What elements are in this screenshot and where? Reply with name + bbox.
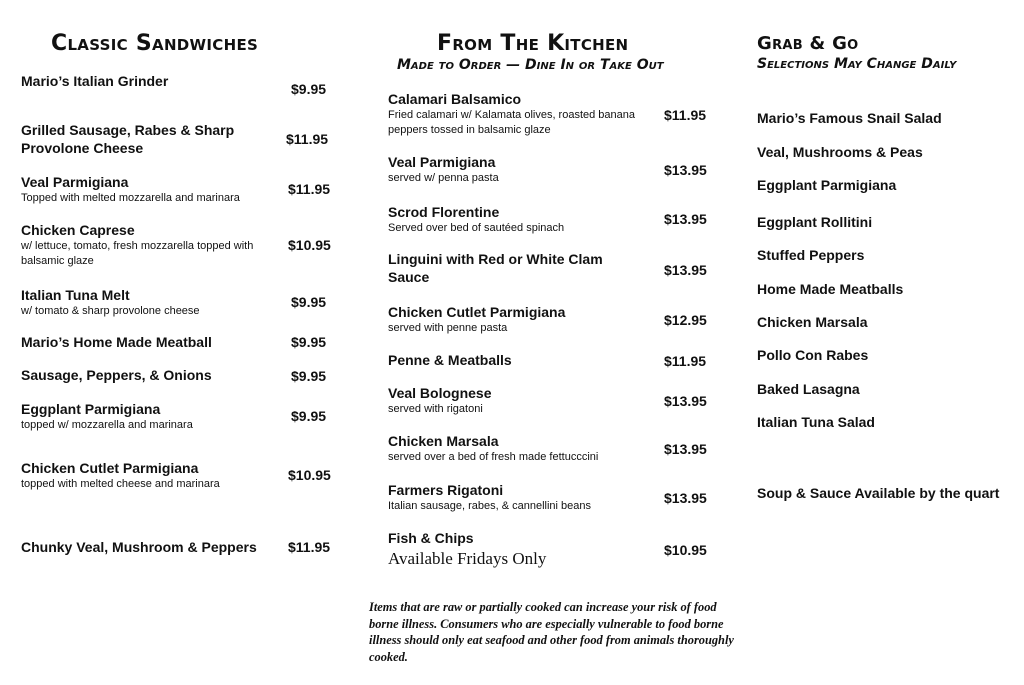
item-description: served with penne pasta [388,322,508,334]
item-description: Italian sausage, rabes, & cannellini beans [388,500,592,512]
item-price: $9.95 [291,294,327,310]
item-name: Penne & Meatballs [388,352,512,368]
item-name: Veal Bolognese [388,385,492,401]
item-name: Chunky Veal, Mushroom & Peppers [21,539,257,555]
menu-item [21,538,281,556]
item-price: $11.95 [288,539,331,555]
item-availability-note: Available Fridays Only [388,549,547,568]
item-name: Farmers Rigatoni [388,482,504,498]
item-price: $13.95 [664,490,707,506]
item-price: $13.95 [664,211,707,227]
item-price: $12.95 [664,312,707,328]
item-price: $9.95 [291,368,327,384]
item-description: Served over bed of sautéed spinach [388,222,565,234]
item-description: w/ tomato & sharp provolone cheese [21,305,200,317]
item-price: $11.95 [664,107,707,123]
grab-and-go-heading: Grab & Go [757,33,859,54]
menu-item [388,250,628,286]
from-the-kitchen-subtitle: Made to Order — Dine In or Take Out [397,57,664,73]
item-name: Chicken Cutlet Parmigiana [388,304,566,320]
grab-and-go-item: Eggplant Rollitini [757,214,873,230]
grab-and-go-subtitle: Selections May Change Daily [757,56,957,72]
menu-item [21,366,273,384]
item-price: $13.95 [664,162,707,178]
item-price: $9.95 [291,408,327,424]
item-name: Chicken Cutlet Parmigiana [21,460,199,476]
item-description: topped with melted cheese and marinara [21,478,220,490]
item-price: $10.95 [664,542,707,558]
item-description: served over a bed of fresh made fettucccini [388,451,599,463]
soup-and-sauce-note: Soup & Sauce Available by the quart [757,485,1000,501]
menu-item [21,221,273,269]
item-name: Scrod Florentine [388,204,500,220]
menu-item [21,459,273,492]
item-price: $11.95 [286,131,329,147]
menu-item [388,153,646,186]
menu-item [388,432,646,465]
grab-and-go-item: Veal, Mushrooms & Peas [757,144,923,160]
grab-and-go-item: Baked Lasagna [757,381,860,397]
item-description: topped w/ mozzarella and marinara [21,419,193,431]
menu-item [21,333,273,351]
grab-and-go-item: Italian Tuna Salad [757,414,875,430]
menu-item [21,286,273,319]
item-name: Italian Tuna Melt [21,287,130,303]
item-price: $13.95 [664,393,707,409]
item-name: Veal Parmigiana [21,174,129,190]
item-price: $11.95 [288,181,331,197]
menu-item [21,72,271,90]
item-price: $11.95 [664,353,707,369]
item-name: Fish & Chips [388,530,474,546]
menu-item [388,203,646,236]
item-name: Sausage, Peppers, & Onions [21,367,212,383]
grab-and-go-item: Mario’s Famous Snail Salad [757,110,942,126]
item-description: w/ lettuce, tomato, fresh mozzarella topped with balsamic glaze [21,240,254,267]
item-name: Chicken Caprese [21,222,135,238]
menu-item [388,481,646,514]
item-name: Grilled Sausage, Rabes & Sharp Provolone Cheese [21,122,235,156]
menu-item [21,121,271,157]
item-name: Eggplant Parmigiana [21,401,161,417]
item-description: served w/ penna pasta [388,172,499,184]
menu-item [21,400,273,433]
item-name: Mario’s Home Made Meatball [21,334,212,350]
grab-and-go-item: Pollo Con Rabes [757,347,869,363]
item-description: Topped with melted mozzarella and marinara [21,192,240,204]
item-name: Calamari Balsamico [388,91,522,107]
item-description: served with rigatoni [388,403,483,415]
grab-and-go-item: Eggplant Parmigiana [757,177,897,193]
grab-and-go-item: Home Made Meatballs [757,281,904,297]
item-name: Mario’s Italian Grinder [21,73,169,89]
item-price: $10.95 [288,467,331,483]
item-price: $9.95 [291,334,327,350]
grab-and-go-item: Chicken Marsala [757,314,868,330]
item-description: Fried calamari w/ Kalamata olives, roasted banana peppers tossed in balsamic glaze [388,109,636,136]
item-name: Linguini with Red or White Clam Sauce [388,251,603,285]
menu-item [388,384,646,417]
item-price: $13.95 [664,441,707,457]
menu-item [388,303,646,336]
classic-sandwiches-heading: Classic Sandwiches [51,31,259,56]
grab-and-go-item: Stuffed Peppers [757,247,865,263]
menu-item [388,351,646,369]
item-name: Chicken Marsala [388,433,499,449]
item-price: $13.95 [664,262,707,278]
from-the-kitchen-heading: From The Kitchen [437,31,629,56]
item-price: $9.95 [291,81,327,97]
item-price: $10.95 [288,237,331,253]
item-name: Veal Parmigiana [388,154,496,170]
menu-item [388,529,646,569]
food-safety-disclaimer: Items that are raw or partially cooked can increase your risk of food borne illness. Consumers who are especially vulnerable to food borne illness should only eat seafood and other food from animals thoroughly cooked. [369,600,734,664]
menu-item [21,173,273,206]
menu-item [388,90,646,138]
